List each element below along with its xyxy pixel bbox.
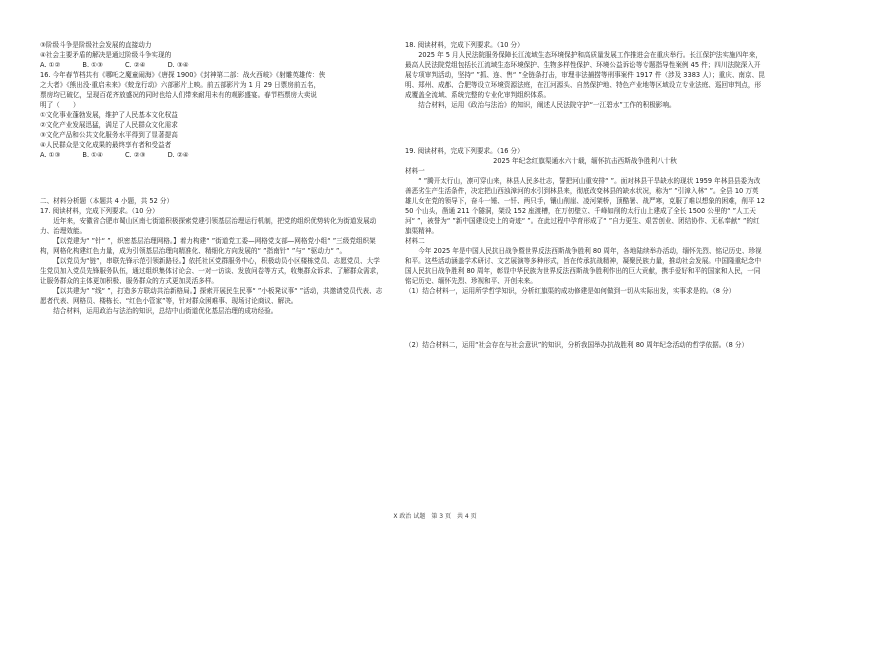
q16-item-1: ①文化事业蓬勃发展，维护了人民基本文化权益 — [40, 111, 178, 119]
q19-heading: 19. 阅读材料，完成下列要求。（16 分） — [405, 147, 524, 155]
q16-stem-line-4: 明了（ ） — [40, 101, 80, 109]
q19-subquestion-2: （2）结合材料二，运用“社会存在与社会意识”的知识，分析我国举办抗战胜利 80 周年纪念活动的哲学依据。（8 分） — [405, 341, 749, 349]
q17-paragraph-3: 【以党员为“链”，串联先锋示范引领新路径。】依托社区党群服务中心，积极动员小区楼栋党员、志愿党员、大学生党员加入党员先锋服务队伍，通过组织集体讨论会、一对一访谈、发放问卷等方式，收集群众诉求、了解群众需求，让服务群众的主体更加积极、服务群众的方式更加灵活多样。 — [40, 257, 383, 285]
q16-stem-line-3: 票房均已破亿，呈现百花齐放盛况的同时也给人们带来耐用未有的观影盛宴。春节档票房大卖说 — [40, 91, 317, 99]
q16-option-a: A. ①③ — [40, 151, 61, 159]
q16-item-2: ②文化产业发展迅猛，满足了人民群众文化需求 — [40, 121, 178, 129]
q15-option-b: B. ①③ — [82, 61, 103, 69]
q17-paragraph-1: 近年来，安徽省合肥市蜀山区南七街道积极探索党建引领基层治理运行机制，把党的组织优势转化为街道发展动力、治理效能。 — [40, 217, 377, 235]
q17-question: 结合材料，运用政治与法治的知识，总结中山街道优化基层治理的成功经验。 — [53, 307, 278, 315]
q16-item-4: ④人民群众是文化成果的最终享有者和受益者 — [40, 141, 172, 149]
q17-paragraph-2: 【以党建为“ ”针“ ”，织密基层治理网格。】着力构建“ ”街道党工委—网格党支部—网格党小组“ ”三级党组织架构，网格化构建红色力量，成为引领基层治理向精准化、精细化方向发展的“ ”指南针“ ”与“ ”驱动力“ ”。 — [40, 237, 376, 255]
q15-item-3: ③阶级斗争是阶级社会发展的直接动力 — [40, 41, 152, 49]
q16-option-b: B. ①④ — [82, 151, 103, 159]
q15-options — [40, 60, 385, 70]
q18-heading: 18. 阅读材料，完成下列要求。（10 分） — [405, 41, 524, 49]
q15-option-d: D. ③④ — [167, 61, 189, 69]
q16-option-d: D. ②④ — [167, 151, 189, 159]
q16-stem-line-1: 16. 今年春节档共有《哪吒之魔童闹海》《唐探 1900》《封神第二部：战火西岐》《射雕英雄传：侠 — [40, 71, 326, 79]
section-2-heading: 二、材料分析题（本题共 4 小题，共 52 分） — [40, 197, 174, 205]
page-footer: X 政治 试题 第 3 页 共 4 页 — [393, 513, 477, 520]
q17-heading: 17. 阅读材料，完成下列要求。（10 分） — [40, 207, 159, 215]
q16-stem-line-2: 之大者》《熊出没·重启未来》《蛟龙行动》六部影片上映。前五部影片为 1 月 29 日票房前五名， — [40, 81, 321, 89]
q19-title: 2025 年纪念红旗渠通水六十载，缅怀抗击西斯战争胜利八十秋 — [493, 157, 677, 165]
q19-material-1-label: 材料一 — [405, 167, 425, 175]
q19-material-2-text: 今年 2025 年是中国人民抗日战争暨世界反法西斯战争胜利 80 周年，各地陆续举办活动，缅怀先烈、铭记历史、珍视和平。这些活动涵盖学术研讨、文艺展演等多种形式，旨在传承抗战精神，凝聚民族力量，推动社会发展。中国隆重纪念中国人民抗日战争胜利 80 周年，彰显中华民族为世界反法西斯战争胜利作出的巨大贡献，携手爱好和平的国家和人民，一同铭记历史、缅怀先烈、珍视和平、开创未来。 — [405, 247, 762, 285]
q15-option-c: C. ②④ — [124, 61, 146, 69]
q19-material-1-text: “ ”腾开太行山，凛可穿山来，林县人民多壮志，誓把河山重安排“ ”。面对林县干旱缺水的现状 1959 年林县县委为改善恶劣生产生活条件，决定把山西浊漳河的水引到林县来，彻底改变林县的缺水状况，称为“ ”引漳入林“ ”。全县 10 万英雄儿女在党的领导下，奋斗一锤、一钎、两只手，镶山削崖、凌河架桥，顶酷暑、战严寒，克服了难以想象的困难，削平 1250 个山头，凿通 211 个隧洞，架设 152 座渡槽，在万仞壁立、千峰如削的太行山上建成了全长 1500 公里的“ ”人工天河“ ”，被誉为“ ”新中国建设史上的奇迹“ ”。在此过程中孕育形成了“ ”自力更生、艰苦创业、团结协作、无私奉献“ ”的红旗渠精神。 — [405, 177, 765, 235]
q19-subquestion-1: （1）结合材料一，运用所学哲学知识，分析红旗渠的成功修建是如何做到一切从实际出发，实事求是的。（8 分） — [405, 287, 736, 295]
q18-question: 结合材料，运用《政治与法治》的知识，阐述人民法院守护“一江碧水”工作的积极影响。 — [418, 101, 676, 109]
q18-paragraph-1: 2025 年 5 月人民法院服务保障长江流域生态环境保护和高质量发展工作推进会在重庆举行。长江保护法实施四年来，最高人民法院党组包括长江流域生态环境保护、生物多样性保护、环境公益诉讼等专题指导性案例 45 件；四川法院深入开展专项审判活动，坚持“ ”抓、连、售“ ”全链条打击，审理非法捕捞等刑事案件 1917 件（涉及 3383 人）；重庆、南京、昆明、郑州、成都、合肥等设立环境资源法庭，在江河源头、自然保护地、特色产业地等区域设立专业法庭、巡回审判点，形成覆盖全流域、系统完整的专业化审判组织体系。 — [405, 51, 765, 99]
q16-options — [40, 150, 385, 160]
q15-option-a: A. ①② — [40, 61, 61, 69]
q16-item-3: ③文化产品和公共文化服务水平得到了显著提高 — [40, 131, 178, 139]
q15-item-4: ④社会主要矛盾的解决是通过阶级斗争实现的 — [40, 51, 172, 59]
q17-paragraph-4: 【以共建为“ ”线“ ”，打造多方联动共治新格局。】探索开展民生民事“ ”小板凳议事“ ”活动，共邀请党员代表、志愿者代表、网格员、楼栋长、“红色小管家”等，针对群众困难事、现场讨论商议、解决。 — [40, 287, 383, 305]
right-column — [405, 40, 765, 350]
q16-option-c: C. ②③ — [124, 151, 146, 159]
q19-material-2-label: 材料二 — [405, 237, 425, 245]
left-column — [40, 40, 385, 316]
